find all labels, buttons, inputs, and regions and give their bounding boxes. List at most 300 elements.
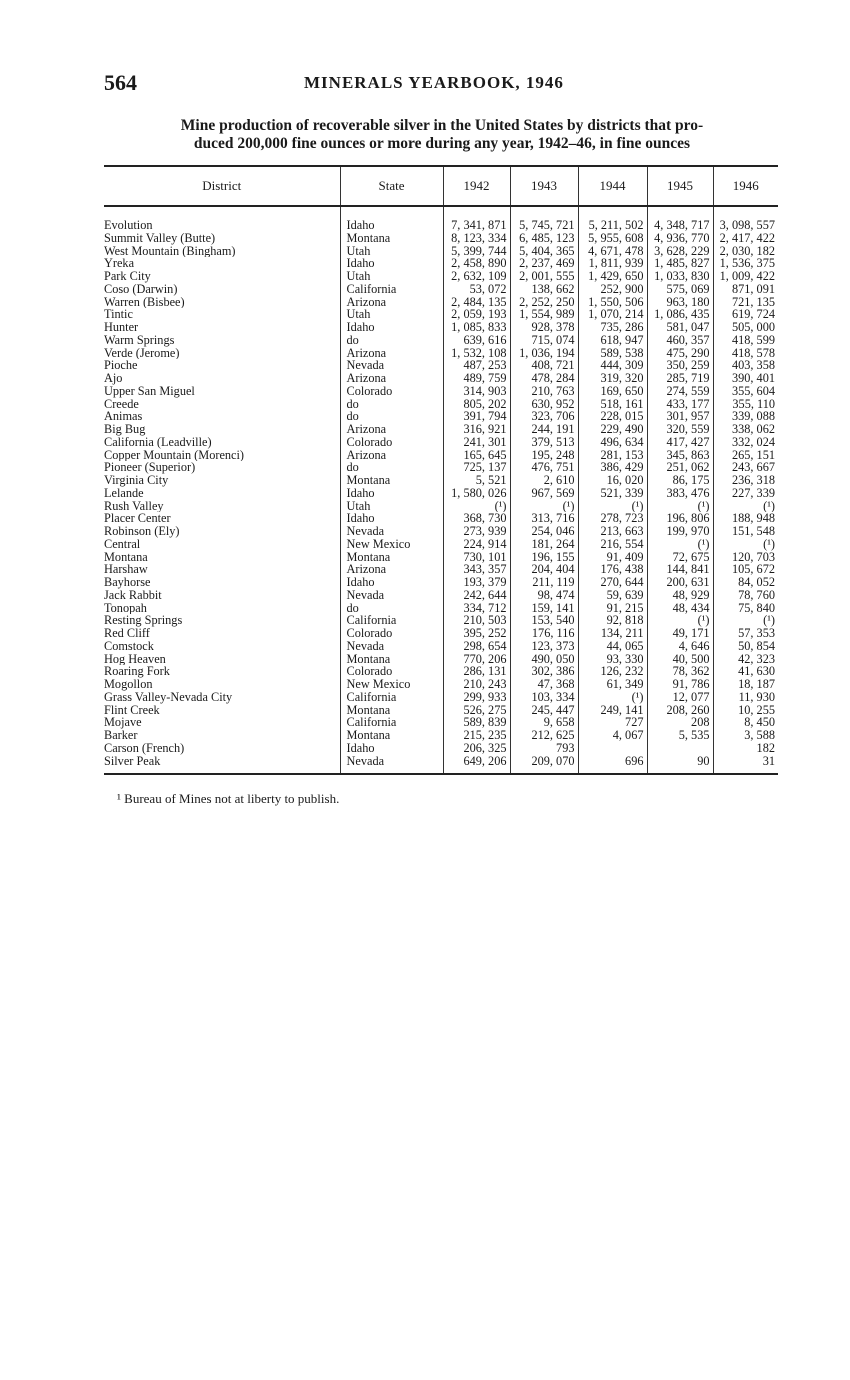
cell-1946: 18, 187 [713, 678, 778, 691]
cell-1946: 355, 110 [713, 398, 778, 411]
cell-1944: 696 [578, 755, 647, 773]
cell-1944: 176, 438 [578, 563, 647, 576]
table-row [104, 627, 778, 640]
cell-district: Harshaw [104, 563, 148, 576]
cell-1945: 383, 476 [647, 487, 713, 500]
cell-state: do [340, 410, 443, 423]
cell-1945: 78, 362 [647, 665, 713, 678]
cell-1946: 390, 401 [713, 372, 778, 385]
cell-1944: 126, 232 [578, 665, 647, 678]
table-row [104, 716, 778, 729]
table-row [104, 270, 778, 283]
cell-1943: (¹) [510, 500, 578, 513]
cell-district: Barker [104, 729, 138, 742]
table-row [104, 219, 778, 232]
cell-1942: 8, 123, 334 [443, 232, 510, 245]
cell-1944: 1, 811, 939 [578, 257, 647, 270]
cell-1945: 320, 559 [647, 423, 713, 436]
page-number: 564 [104, 70, 137, 95]
cell-1942: 314, 903 [443, 385, 510, 398]
cell-district: Mojave [104, 716, 142, 729]
cell-district: California (Leadville) [104, 435, 212, 449]
cell-1944: 91, 409 [578, 551, 647, 564]
cell-state: Colorado [340, 627, 443, 640]
cell-state: Colorado [340, 436, 443, 449]
cell-1946: 1, 009, 422 [713, 270, 778, 283]
table-row [104, 232, 778, 245]
cell-1942: 316, 921 [443, 423, 510, 436]
cell-district: Montana [104, 550, 148, 564]
cell-state: Idaho [340, 576, 443, 589]
cell-1946: 403, 358 [713, 359, 778, 372]
cell-1944: 44, 065 [578, 640, 647, 653]
cell-1945: 433, 177 [647, 398, 713, 411]
cell-1944: 5, 955, 608 [578, 232, 647, 245]
cell-1943: 793 [510, 742, 578, 755]
cell-1944: 213, 663 [578, 525, 647, 538]
cell-1946: 2, 417, 422 [713, 232, 778, 245]
cell-1944: 386, 429 [578, 461, 647, 474]
cell-state: Arizona [340, 372, 443, 385]
table-row [104, 461, 778, 474]
cell-1945: 144, 841 [647, 563, 713, 576]
cell-1944: 169, 650 [578, 385, 647, 398]
cell-1945: 200, 631 [647, 576, 713, 589]
table-title-line-2: duced 200,000 fine ounces or more during any year, 1942–46, in fine ounces [193, 135, 691, 152]
table-row [104, 296, 778, 309]
header-1946: 1946 [713, 166, 778, 206]
cell-district: Virginia City [104, 474, 169, 487]
cell-state: Arizona [340, 423, 443, 436]
table-row [104, 308, 778, 321]
header-1945: 1945 [647, 166, 713, 206]
table-row [104, 653, 778, 666]
cell-1946: 505, 000 [713, 321, 778, 334]
cell-1945: 345, 863 [647, 449, 713, 462]
cell-1944: 134, 211 [578, 627, 647, 640]
cell-district: Silver Peak [104, 754, 161, 769]
cell-1945: 4, 348, 717 [647, 219, 713, 232]
cell-1943: 209, 070 [510, 755, 578, 773]
cell-1946: (¹) [713, 614, 778, 627]
cell-1942: 2, 632, 109 [443, 270, 510, 283]
cell-1942: 210, 243 [443, 678, 510, 691]
cell-district: Flint Creek [104, 703, 160, 717]
cell-1942: 770, 206 [443, 653, 510, 666]
cell-1942: 391, 794 [443, 410, 510, 423]
cell-1945: 1, 485, 827 [647, 257, 713, 270]
cell-state: Utah [340, 500, 443, 513]
cell-district: Roaring Fork [104, 665, 170, 678]
cell-state: Utah [340, 308, 443, 321]
cell-district: Ajo [104, 372, 123, 385]
cell-1944: 618, 947 [578, 334, 647, 347]
cell-1946: 11, 930 [713, 691, 778, 704]
cell-1944: 1, 550, 506 [578, 296, 647, 309]
table-row [104, 410, 778, 423]
cell-1946: 236, 318 [713, 474, 778, 487]
cell-1944: 496, 634 [578, 436, 647, 449]
cell-1942: 224, 914 [443, 538, 510, 551]
cell-1946: (¹) [713, 500, 778, 513]
table-header-row [104, 166, 778, 206]
cell-1942: 1, 532, 108 [443, 347, 510, 360]
table-row [104, 576, 778, 589]
cell-district: Warren (Bisbee) [104, 295, 185, 309]
cell-1943: 1, 554, 989 [510, 308, 578, 321]
cell-state: do [340, 334, 443, 347]
cell-1943: 138, 662 [510, 283, 578, 296]
cell-state: Montana [340, 704, 443, 717]
cell-state: Nevada [340, 640, 443, 653]
cell-1945: (¹) [647, 614, 713, 627]
cell-1943: 928, 378 [510, 321, 578, 334]
cell-1942: 730, 101 [443, 551, 510, 564]
cell-state: California [340, 283, 443, 296]
cell-state: Montana [340, 729, 443, 742]
table-row [104, 640, 778, 653]
table-row [104, 691, 778, 704]
table-row [104, 474, 778, 487]
cell-state: Idaho [340, 487, 443, 500]
cell-district: Tintic [104, 308, 133, 321]
cell-district: Lelande [104, 486, 144, 500]
table-row [104, 551, 778, 564]
header-1943: 1943 [510, 166, 578, 206]
cell-1943: 244, 191 [510, 423, 578, 436]
cell-1945: 963, 180 [647, 296, 713, 309]
cell-1946: 8, 450 [713, 716, 778, 729]
cell-1945: 3, 628, 229 [647, 245, 713, 258]
cell-1944: 61, 349 [578, 678, 647, 691]
cell-1946: 721, 135 [713, 296, 778, 309]
cell-1945: 4, 936, 770 [647, 232, 713, 245]
cell-state: Montana [340, 653, 443, 666]
cell-1943: 254, 046 [510, 525, 578, 538]
cell-1944: 252, 900 [578, 283, 647, 296]
cell-1946: 84, 052 [713, 576, 778, 589]
cell-state: Idaho [340, 219, 443, 232]
running-head: MINERALS YEARBOOK, 1946 [304, 73, 564, 92]
header-state: State [340, 166, 443, 206]
cell-state: Arizona [340, 347, 443, 360]
cell-district: Summit Valley (Butte) [104, 231, 216, 245]
cell-1942: 53, 072 [443, 283, 510, 296]
cell-1942: 241, 301 [443, 436, 510, 449]
table-row [104, 359, 778, 372]
cell-1942: 526, 275 [443, 704, 510, 717]
cell-1943: 212, 625 [510, 729, 578, 742]
table-title-line-1: Mine production of recoverable silver in the United States by districts that pro- [180, 117, 704, 134]
table-row [104, 525, 778, 538]
cell-1943: 98, 474 [510, 589, 578, 602]
cell-1944: 91, 215 [578, 602, 647, 615]
cell-1943: 181, 264 [510, 538, 578, 551]
cell-1946: 339, 088 [713, 410, 778, 423]
cell-1945: 91, 786 [647, 678, 713, 691]
cell-district: Hog Heaven [104, 652, 166, 666]
cell-state: Idaho [340, 257, 443, 270]
cell-state: Colorado [340, 385, 443, 398]
cell-state: Arizona [340, 296, 443, 309]
cell-1946: 182 [713, 742, 778, 755]
cell-district: Central [104, 537, 141, 551]
cell-1944: 92, 818 [578, 614, 647, 627]
cell-district: Jack Rabbit [104, 588, 162, 602]
cell-1946: 227, 339 [713, 487, 778, 500]
cell-1942: 589, 839 [443, 716, 510, 729]
cell-1943: 967, 569 [510, 487, 578, 500]
cell-1945 [647, 742, 713, 755]
cell-1946: 871, 091 [713, 283, 778, 296]
cell-district: Evolution [104, 219, 153, 232]
cell-1943: 630, 952 [510, 398, 578, 411]
cell-1942: (¹) [443, 500, 510, 513]
cell-1946: 57, 353 [713, 627, 778, 640]
cell-1945: 196, 806 [647, 512, 713, 525]
cell-1945: 285, 719 [647, 372, 713, 385]
cell-1942: 487, 253 [443, 359, 510, 372]
cell-1944: 518, 161 [578, 398, 647, 411]
cell-1944: 4, 067 [578, 729, 647, 742]
cell-1945: 274, 559 [647, 385, 713, 398]
cell-state: California [340, 691, 443, 704]
table-row [104, 334, 778, 347]
cell-1942: 298, 654 [443, 640, 510, 653]
cell-1944: 228, 015 [578, 410, 647, 423]
cell-1945: 1, 033, 830 [647, 270, 713, 283]
silver-production-table [104, 165, 778, 775]
cell-1946: 338, 062 [713, 423, 778, 436]
cell-1945: 48, 929 [647, 589, 713, 602]
cell-1944: 216, 554 [578, 538, 647, 551]
cell-1944: 229, 490 [578, 423, 647, 436]
cell-1942: 206, 325 [443, 742, 510, 755]
cell-1943: 2, 610 [510, 474, 578, 487]
cell-1944: 249, 141 [578, 704, 647, 717]
cell-state: Idaho [340, 321, 443, 334]
cell-1943: 103, 334 [510, 691, 578, 704]
cell-1944: 5, 211, 502 [578, 219, 647, 232]
cell-1945: 208, 260 [647, 704, 713, 717]
cell-district: Grass Valley-Nevada City [104, 690, 233, 704]
cell-1943: 408, 721 [510, 359, 578, 372]
cell-district: Hunter [104, 321, 139, 334]
table-row [104, 742, 778, 755]
cell-district: Tonopah [104, 601, 147, 615]
cell-district: Upper San Miguel [104, 384, 195, 398]
cell-1942: 2, 059, 193 [443, 308, 510, 321]
cell-1946: 105, 672 [713, 563, 778, 576]
cell-1946: 1, 536, 375 [713, 257, 778, 270]
cell-1945: 417, 427 [647, 436, 713, 449]
cell-district: Rush Valley [104, 499, 164, 513]
cell-state: Idaho [340, 742, 443, 755]
cell-district: West Mountain (Bingham) [104, 244, 236, 258]
header-1942: 1942 [443, 166, 510, 206]
cell-district: Carson (French) [104, 741, 185, 755]
cell-1944: 1, 070, 214 [578, 308, 647, 321]
cell-district: Verde (Jerome) [104, 346, 180, 360]
cell-1944: 278, 723 [578, 512, 647, 525]
cell-1946: 42, 323 [713, 653, 778, 666]
table-row [104, 512, 778, 525]
cell-1946: 188, 948 [713, 512, 778, 525]
cell-1943: 204, 404 [510, 563, 578, 576]
cell-state: California [340, 716, 443, 729]
table-row [104, 589, 778, 602]
cell-1946: 243, 667 [713, 461, 778, 474]
cell-1945: 208 [647, 716, 713, 729]
cell-state: California [340, 614, 443, 627]
cell-district: Coso (Darwin) [104, 282, 178, 296]
cell-state: Nevada [340, 525, 443, 538]
cell-1942: 215, 235 [443, 729, 510, 742]
cell-1943: 313, 716 [510, 512, 578, 525]
cell-district: Bayhorse [104, 576, 151, 589]
cell-1943: 2, 001, 555 [510, 270, 578, 283]
cell-1946: 3, 588 [713, 729, 778, 742]
cell-1945: 48, 434 [647, 602, 713, 615]
cell-district: Pioneer (Superior) [104, 461, 196, 474]
cell-1942: 1, 580, 026 [443, 487, 510, 500]
cell-1943: 211, 119 [510, 576, 578, 589]
table-row [104, 665, 778, 678]
cell-1943: 478, 284 [510, 372, 578, 385]
table-bottom-rule [104, 773, 778, 775]
cell-1942: 2, 458, 890 [443, 257, 510, 270]
table-row [104, 449, 778, 462]
cell-1943: 5, 745, 721 [510, 219, 578, 232]
cell-1945: 350, 259 [647, 359, 713, 372]
cell-1942: 193, 379 [443, 576, 510, 589]
cell-1944: 727 [578, 716, 647, 729]
table-row [104, 257, 778, 270]
cell-1945: 460, 357 [647, 334, 713, 347]
cell-district: Copper Mountain (Morenci) [104, 448, 245, 462]
cell-1944: 16, 020 [578, 474, 647, 487]
cell-1946: 418, 599 [713, 334, 778, 347]
cell-district: Red Cliff [104, 627, 150, 640]
cell-1942: 343, 357 [443, 563, 510, 576]
cell-state: Colorado [340, 665, 443, 678]
cell-1945: 301, 957 [647, 410, 713, 423]
cell-district: Placer Center [104, 512, 171, 525]
cell-1946: 75, 840 [713, 602, 778, 615]
cell-1944: 4, 671, 478 [578, 245, 647, 258]
table-title [104, 117, 780, 153]
table-row [104, 423, 778, 436]
cell-state: Utah [340, 270, 443, 283]
table-row [104, 283, 778, 296]
cell-1943: 196, 155 [510, 551, 578, 564]
cell-1943: 159, 141 [510, 602, 578, 615]
cell-1945: 475, 290 [647, 347, 713, 360]
table-row [104, 398, 778, 411]
cell-1943: 9, 658 [510, 716, 578, 729]
cell-1942: 7, 341, 871 [443, 219, 510, 232]
cell-1943: 379, 513 [510, 436, 578, 449]
cell-1945: 90 [647, 755, 713, 773]
cell-1945: (¹) [647, 538, 713, 551]
cell-1942: 805, 202 [443, 398, 510, 411]
cell-1943: 323, 706 [510, 410, 578, 423]
table-row [104, 436, 778, 449]
cell-state: Montana [340, 232, 443, 245]
table-row [104, 385, 778, 398]
cell-1946: 265, 151 [713, 449, 778, 462]
cell-1942: 639, 616 [443, 334, 510, 347]
cell-district: Warm Springs [104, 333, 175, 347]
cell-1942: 5, 399, 744 [443, 245, 510, 258]
cell-state: Arizona [340, 563, 443, 576]
cell-1945: 5, 535 [647, 729, 713, 742]
cell-1946: 2, 030, 182 [713, 245, 778, 258]
cell-1943: 123, 373 [510, 640, 578, 653]
cell-1943: 2, 252, 250 [510, 296, 578, 309]
table-row [104, 500, 778, 513]
cell-state: Nevada [340, 755, 443, 773]
cell-1942: 165, 645 [443, 449, 510, 462]
table-row [104, 321, 778, 334]
cell-1943: 47, 368 [510, 678, 578, 691]
cell-1943: 210, 763 [510, 385, 578, 398]
cell-1944: 444, 309 [578, 359, 647, 372]
cell-1942: 299, 933 [443, 691, 510, 704]
cell-district: Animas [104, 410, 143, 423]
header-1944: 1944 [578, 166, 647, 206]
cell-1946: 332, 024 [713, 436, 778, 449]
cell-district: Pioche [104, 359, 138, 372]
cell-1942: 286, 131 [443, 665, 510, 678]
cell-1944: 93, 330 [578, 653, 647, 666]
cell-1944: 281, 153 [578, 449, 647, 462]
cell-district: Comstock [104, 639, 154, 653]
table-row [104, 245, 778, 258]
cell-1943: 5, 404, 365 [510, 245, 578, 258]
cell-1944: 59, 639 [578, 589, 647, 602]
cell-state: do [340, 398, 443, 411]
cell-1946: 619, 724 [713, 308, 778, 321]
table-row [104, 563, 778, 576]
cell-1945: 1, 086, 435 [647, 308, 713, 321]
cell-1944: 589, 538 [578, 347, 647, 360]
cell-1942: 725, 137 [443, 461, 510, 474]
table-row [104, 602, 778, 615]
cell-1946: 50, 854 [713, 640, 778, 653]
header-district: District [104, 166, 340, 206]
cell-1944: (¹) [578, 500, 647, 513]
table-row [104, 755, 778, 773]
cell-state: New Mexico [340, 678, 443, 691]
cell-state: Montana [340, 474, 443, 487]
cell-state: do [340, 602, 443, 615]
cell-1944: 735, 286 [578, 321, 647, 334]
cell-1942: 273, 939 [443, 525, 510, 538]
table-row [104, 614, 778, 627]
cell-1946: 151, 548 [713, 525, 778, 538]
cell-1945: 581, 047 [647, 321, 713, 334]
cell-1944 [578, 742, 647, 755]
cell-1945: (¹) [647, 500, 713, 513]
table-row [104, 372, 778, 385]
cell-1942: 5, 521 [443, 474, 510, 487]
cell-1945: 49, 171 [647, 627, 713, 640]
table-row [104, 538, 778, 551]
cell-1942: 2, 484, 135 [443, 296, 510, 309]
cell-1944: 270, 644 [578, 576, 647, 589]
cell-1946: 41, 630 [713, 665, 778, 678]
